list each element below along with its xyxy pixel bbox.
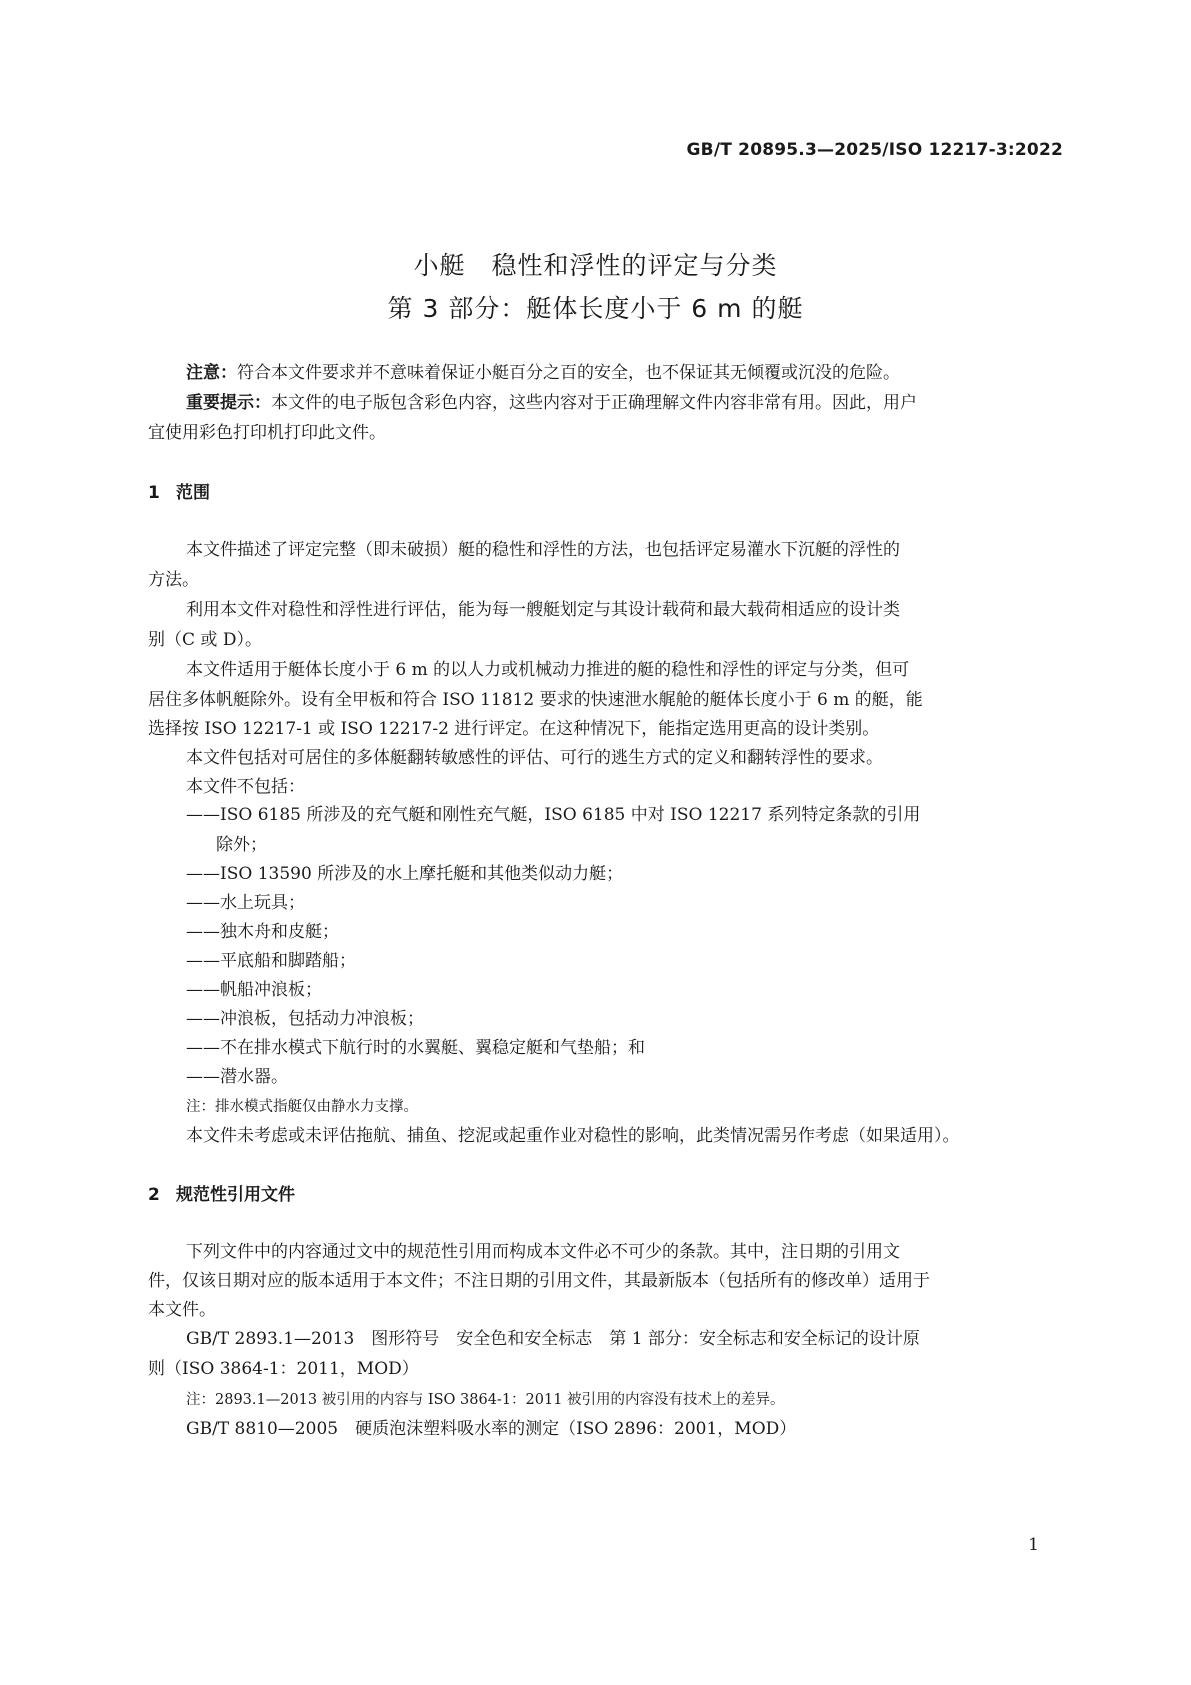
exclusion-item: ——冲浪板，包括动力冲浪板； bbox=[186, 1009, 424, 1029]
reference-1-l1: GB/T 2893.1—2013 图形符号 安全色和安全标志 第 1 部分：安全标志和安全标记的设计原 bbox=[186, 1329, 920, 1349]
exclusion-item-continuation: 除外； bbox=[216, 835, 267, 855]
important-text-2: 宜使用彩色打印机打印此文件。 bbox=[148, 423, 386, 443]
s1-p3-l2: 居住多体帆艇除外。设有全甲板和符合 ISO 11812 要求的快速泄水艉舱的艇体长度小于 6 m 的艇，能 bbox=[148, 690, 923, 710]
s1-p1-l2: 方法。 bbox=[148, 570, 199, 590]
section-1-title: 范围 bbox=[176, 483, 210, 503]
section-2-number: 2 bbox=[148, 1185, 160, 1205]
section-2-heading bbox=[148, 1180, 295, 1205]
reference-1-l2: 则（ISO 3864-1：2011，MOD） bbox=[148, 1359, 419, 1379]
s2-note: 注：2893.1—2013 被引用的内容与 ISO 3864-1：2011 被引用的内容没有技术上的差异。 bbox=[186, 1392, 785, 1408]
exclusion-item: ——潜水器。 bbox=[186, 1067, 288, 1087]
s1-p3-l1: 本文件适用于艇体长度小于 6 m 的以人力或机械动力推进的艇的稳性和浮性的评定与分类，但可 bbox=[186, 660, 910, 680]
important-text-1: 本文件的电子版包含彩色内容，这些内容对于正确理解文件内容非常有用。因此，用户 bbox=[271, 393, 917, 413]
s1-p2-l1: 利用本文件对稳性和浮性进行评估，能为每一艘艇划定与其设计载荷和最大载荷相适应的设计类 bbox=[186, 600, 900, 620]
section-2-title: 规范性引用文件 bbox=[176, 1185, 295, 1205]
exclusion-item: ——独木舟和皮艇； bbox=[186, 922, 339, 942]
exclusion-item: ——ISO 13590 所涉及的水上摩托艇和其他类似动力艇； bbox=[186, 864, 624, 884]
standard-code: GB/T 20895.3—2025/ISO 12217-3:2022 bbox=[686, 140, 1063, 160]
s1-p6: 本文件未考虑或未评估拖航、捕鱼、挖泥或起重作业对稳性的影响，此类情况需另作考虑（如果适用）。 bbox=[186, 1126, 960, 1146]
notice-text: 符合本文件要求并不意味着保证小艇百分之百的安全，也不保证其无倾覆或沉没的危险。 bbox=[237, 363, 900, 383]
s2-p1-l3: 本文件。 bbox=[148, 1300, 216, 1320]
s1-p4: 本文件包括对可居住的多体艇翻转敏感性的评估、可行的逃生方式的定义和翻转浮性的要求。 bbox=[186, 748, 883, 768]
exclusion-item: ——帆船冲浪板； bbox=[186, 980, 322, 1000]
s1-note: 注：排水模式指艇仅由静水力支撑。 bbox=[186, 1099, 418, 1115]
document-title-line1: 小艇 稳性和浮性的评定与分类 bbox=[413, 251, 778, 280]
exclusion-item: ——水上玩具； bbox=[186, 893, 305, 913]
notice-line bbox=[186, 358, 900, 383]
exclusion-item: ——平底船和脚踏船； bbox=[186, 951, 356, 971]
s2-p1-l2: 件，仅该日期对应的版本适用于本文件；不注日期的引用文件，其最新版本（包括所有的修改单）适用于 bbox=[148, 1271, 930, 1291]
s1-p1-l1: 本文件描述了评定完整（即未破损）艇的稳性和浮性的方法，也包括评定易灌水下沉艇的浮性的 bbox=[186, 540, 900, 560]
s2-p1-l1: 下列文件中的内容通过文中的规范性引用而构成本文件必不可少的条款。其中，注日期的引用文 bbox=[186, 1242, 900, 1262]
page-number: 1 bbox=[1028, 1535, 1039, 1555]
section-1-heading bbox=[148, 478, 210, 503]
section-1-number: 1 bbox=[148, 483, 160, 503]
notice-label: 注意： bbox=[186, 363, 237, 383]
s1-p3-l3: 选择按 ISO 12217-1 或 ISO 12217-2 进行评定。在这种情况下，能指定选用更高的设计类别。 bbox=[148, 719, 880, 739]
important-label: 重要提示： bbox=[186, 393, 271, 413]
exclusion-item: ——ISO 6185 所涉及的充气艇和刚性充气艇，ISO 6185 中对 ISO 12217 系列特定条款的引用 bbox=[186, 805, 921, 825]
important-line bbox=[186, 388, 917, 413]
document-title-line2: 第 3 部分：艇体长度小于 6 m 的艇 bbox=[387, 294, 804, 323]
reference-2: GB/T 8810—2005 硬质泡沫塑料吸水率的测定（ISO 2896：2001，MOD） bbox=[186, 1419, 797, 1439]
s1-p2-l2: 别（C 或 D）。 bbox=[148, 630, 262, 650]
exclusion-item: ——不在排水模式下航行时的水翼艇、翼稳定艇和气垫船；和 bbox=[186, 1038, 645, 1058]
s1-p5: 本文件不包括： bbox=[186, 777, 305, 797]
